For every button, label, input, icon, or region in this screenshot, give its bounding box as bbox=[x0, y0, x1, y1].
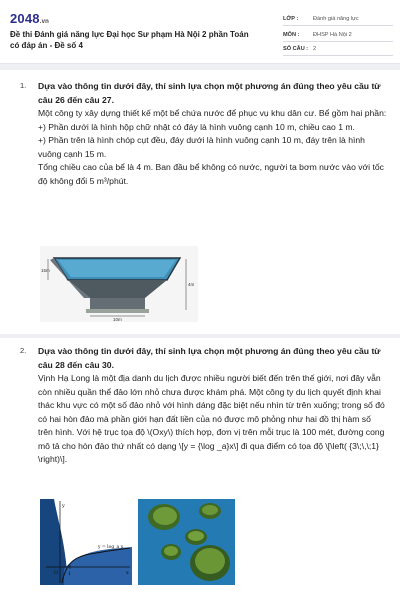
question-lead: Dựa vào thông tin dưới đây, thí sinh lựa chọn một phương án đúng theo yêu cầu từ câu 28 đến câu 30. bbox=[38, 346, 381, 370]
tank-height-label: 4m bbox=[188, 282, 195, 287]
document-title: Đề thi Đánh giá năng lực Đại học Sư phạm Hà Nội 2 phần Toán có đáp án - Đề số 4 bbox=[10, 30, 249, 50]
question-paragraph: +) Phần dưới là hình hộp chữ nhật có đáy là hình vuông cạnh 10 m, chiều cao 1 m. bbox=[38, 121, 355, 132]
meta-value: ĐHSP Hà Nội 2 bbox=[313, 32, 352, 38]
axis-y-label: y bbox=[62, 503, 65, 509]
logo-suffix: .vn bbox=[39, 19, 50, 25]
site-logo[interactable] bbox=[10, 11, 49, 26]
question-number: 2. bbox=[20, 346, 27, 355]
logo-text: 2048 bbox=[10, 11, 40, 26]
curve-label: y = log_a x bbox=[98, 545, 124, 550]
question-paragraph: Một công ty xây dựng thiết kế một bể chứa nước để phục vụ khu dân cư. Bể gồm hai phần: bbox=[38, 108, 387, 118]
meta-value: Đánh giá năng lực bbox=[313, 16, 359, 22]
meta-value: 2 bbox=[313, 46, 317, 52]
origin-label: O bbox=[54, 570, 59, 576]
question-text bbox=[38, 345, 388, 467]
meta-key: MÔN : bbox=[283, 32, 300, 38]
question-text bbox=[38, 80, 388, 188]
meta-row-subject bbox=[283, 29, 393, 42]
tank-top-label: 15m bbox=[41, 268, 50, 273]
question-number: 1. bbox=[20, 81, 27, 90]
tick-x-label: 1 bbox=[68, 571, 72, 577]
tank-bottom-label: 10m bbox=[113, 317, 122, 322]
question-paragraph: Tổng chiều cao của bể là 4 m. Ban đầu bể không có nước, người ta bơm nước vào với tốc độ không đổi 5 m³/phút. bbox=[38, 162, 384, 186]
question-paragraph: +) Phần trên là hình chóp cụt đều, đáy dưới là hình vuông cạnh 10 m, đáy trên là hình vuông cạnh 15 m. bbox=[38, 135, 365, 159]
page-header bbox=[0, 0, 400, 64]
meta-key: LỚP : bbox=[283, 16, 299, 22]
question-lead: Dựa vào thông tin dưới đây, thí sinh lựa chọn một phương án đúng theo yêu cầu từ câu 26 đến câu 27. bbox=[38, 81, 381, 105]
islands-photo bbox=[138, 499, 235, 585]
log-graph-figure bbox=[40, 499, 132, 585]
axis-x-label: x bbox=[126, 570, 129, 576]
meta-row-count bbox=[283, 43, 393, 56]
meta-key: SỐ CÂU : bbox=[283, 46, 309, 52]
meta-row-class bbox=[283, 13, 393, 26]
water-tank-figure bbox=[40, 246, 198, 322]
question-paragraph: Vịnh Hạ Long là một địa danh du lịch được nhiều người biết đến trên thế giới, nơi đây vẫn còn nhiều quần thể đảo lớn nhỏ chưa được khám phá. Một công ty du lịch quyết định khai thác khu vực có một số đảo nhỏ với hình dáng đặc biệt nếu nhìn từ trên xuống; trong số đó có hai hòn đảo mà phần giới hạn đất liền của nó được mô phỏng như hai đồ thị hàm số trên hình. Với hệ trục tọa độ \(Oxy\) thích hợp, đơn vị trên mỗi trục là 100 mét, đường cong mô tả cho hòn đảo thứ nhất có dạng \[y = {\log _a}x\] đi qua điểm có tọa độ \[\left( {3\;\,\;1} \right)\]. bbox=[38, 373, 385, 464]
